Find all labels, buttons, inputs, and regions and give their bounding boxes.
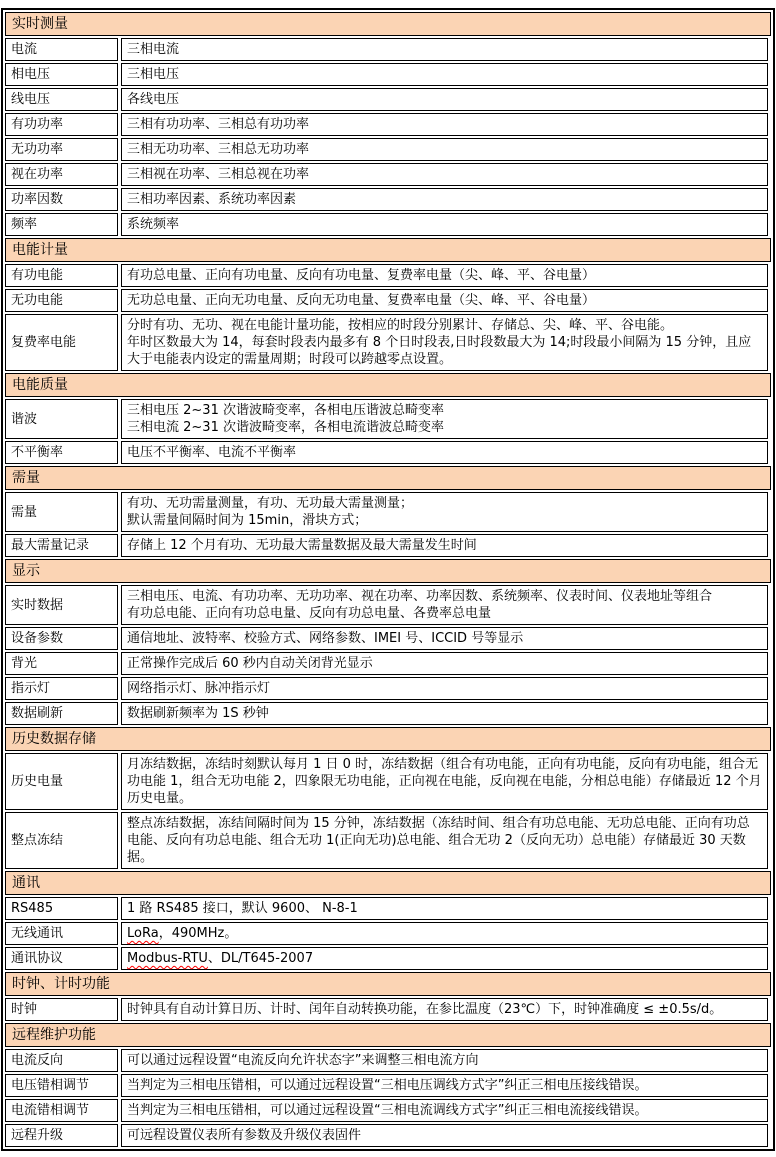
row-label: 无功电能 [5,289,118,312]
row-description [121,947,768,970]
description-line: 三相视在功率、三相总视在功率 [127,167,310,182]
row-label: 通讯协议 [5,947,118,970]
row-description [121,627,768,650]
misspelled-text: Modbus-RTU [127,951,208,966]
row-label: 无线通讯 [5,922,118,945]
table-row [5,188,768,211]
section-header: 显示 [5,559,771,583]
table-row [5,1074,768,1097]
row-description [121,897,768,920]
row-description [121,264,768,287]
row-description [121,213,768,236]
row-description [121,188,768,211]
table-row [5,677,768,700]
spec-table [1,8,775,1151]
table-row [5,1124,768,1147]
row-label: 电流反向 [5,1049,118,1072]
description-line: 当判定为三相电压错相，可以通过远程设置“三相电压调线方式字”纠正三相电压接线错误。 [127,1078,648,1093]
table-row [5,163,768,186]
description-line: 无功总电量、正向无功电量、反向无功电量、复费率电量（尖、峰、平、谷电量） [127,293,596,308]
description-line: 可以通过远程设置“电流反向允许状态字”来调整三相电流方向 [127,1053,479,1068]
row-description [121,314,768,371]
row-description [121,138,768,161]
description-line: 1 路 RS485 接口，默认 9600、 N-8-1 [127,901,358,916]
row-label: 有功电能 [5,264,118,287]
row-description [121,88,768,111]
description-line: 网络指示灯、脉冲指示灯 [127,681,271,696]
table-row [5,213,768,236]
row-label: 无功功率 [5,138,118,161]
table-row [5,702,768,725]
table-row [5,314,768,371]
table-row [5,113,768,136]
description-line: 时钟具有自动计算日历、计时、闰年自动转换功能，在参比温度（23℃）下，时钟准确度 ≤ ±0.5s/d。 [127,1002,723,1017]
description-line: 数据刷新频率为 1S 秒钟 [127,706,269,721]
row-description [121,1099,768,1122]
description-line: 系统频率 [127,217,180,232]
row-description [121,113,768,136]
row-label: 指示灯 [5,677,118,700]
table-row [5,399,768,439]
row-label: 频率 [5,213,118,236]
table-row [5,88,768,111]
description-line: 三相电流 2~31 次谐波畸变率，各相电流谐波总畸变率 [127,420,444,435]
description-line: 有功总电能、正向有功总电量、反向有功总电量、各费率总电量 [127,606,492,621]
section-header: 通讯 [5,871,771,895]
row-description [121,1074,768,1097]
description-line: 三相电压 [127,67,180,82]
description-line: 月冻结数据，冻结时刻默认每月 1 日 0 时，冻结数据（组合有功电能，正向有功电能，反向有功电能，组合无功电能 1，组合无功电能 2，四象限无功电能，正向视在电能，反向视在电能，分相总电能）存储最近 12 个月历史电量。 [127,757,762,806]
description-line: 三相无功功率、三相总无功功率 [127,142,310,157]
section-header: 历史数据存储 [5,727,771,751]
row-description [121,1049,768,1072]
description-line [127,950,762,967]
description-line: 三相电压 2~31 次谐波畸变率，各相电压谐波总畸变率 [127,403,444,418]
row-label: 远程升级 [5,1124,118,1147]
description-line: 三相有功功率、三相总有功功率 [127,117,310,132]
row-description [121,585,768,625]
row-description [121,63,768,86]
row-label: 不平衡率 [5,441,118,464]
description-line [127,925,762,942]
row-label: RS485 [5,897,118,920]
row-description [121,492,768,532]
description-line: 各线电压 [127,92,180,107]
table-row [5,63,768,86]
description-line: 三相电压、电流、有功功率、无功功率、视在功率、功率因数、系统频率、仪表时间、仪表地址等组合 [127,589,713,604]
row-label: 电流错相调节 [5,1099,118,1122]
row-label: 功率因数 [5,188,118,211]
description-line: 整点冻结数据，冻结间隔时间为 15 分钟，冻结数据（冻结时间、组合有功总电能、无功总电能、正向有功总电能、反向有功总电能、组合无功 1(正向无功)总电能、组合无功 2（反向无功）总电能）存储最近 30 天数据。 [127,816,750,865]
description-line: 三相功率因素、系统功率因素 [127,192,297,207]
table-row [5,922,768,945]
row-label: 有功功率 [5,113,118,136]
row-label: 最大需量记录 [5,534,118,557]
table-row [5,652,768,675]
table-row [5,753,768,810]
row-description [121,702,768,725]
row-description [121,441,768,464]
table-row [5,492,768,532]
table-row [5,585,768,625]
row-description [121,922,768,945]
row-label: 设备参数 [5,627,118,650]
description-line: 当判定为三相电压错相，可以通过远程设置“三相电流调线方式字”纠正三相电流接线错误。 [127,1103,648,1118]
row-label: 相电压 [5,63,118,86]
table-row [5,289,768,312]
row-label: 线电压 [5,88,118,111]
description-line: 电压不平衡率、电流不平衡率 [127,445,297,460]
row-label: 整点冻结 [5,812,118,869]
description-line: 可远程设置仪表所有参数及升级仪表固件 [127,1128,362,1143]
row-label: 需量 [5,492,118,532]
row-label: 电流 [5,38,118,61]
row-description [121,399,768,439]
description-line: 存储上 12 个月有功、无功最大需量数据及最大需量发生时间 [127,538,477,553]
row-label: 谐波 [5,399,118,439]
row-description [121,163,768,186]
section-header: 时钟、计时功能 [5,972,771,996]
row-description [121,289,768,312]
row-description [121,1124,768,1147]
section-header: 实时测量 [5,12,771,36]
row-description [121,38,768,61]
misspelled-text: LoRa [127,926,159,941]
table-row [5,1049,768,1072]
description-line: 分时有功、无功、视在电能计量功能，按相应的时段分别累计、存储总、尖、峰、平、谷电能。 [127,318,674,333]
row-description [121,998,768,1021]
row-description [121,812,768,869]
description-text: ，490MHz。 [158,926,238,941]
row-label: 时钟 [5,998,118,1021]
table-row [5,947,768,970]
row-label: 视在功率 [5,163,118,186]
description-line: 正常操作完成后 60 秒内自动关闭背光显示 [127,656,373,671]
table-row [5,38,768,61]
table-row [5,138,768,161]
description-line: 有功总电量、正向有功电量、反向有功电量、复费率电量（尖、峰、平、谷电量） [127,268,596,283]
table-row [5,534,768,557]
description-line: 有功、无功需量测量，有功、无功最大需量测量； [127,496,414,511]
row-description [121,652,768,675]
description-line: 三相电流 [127,42,180,57]
row-label: 历史电量 [5,753,118,810]
row-label: 电压错相调节 [5,1074,118,1097]
section-header: 电能质量 [5,373,771,397]
row-label: 实时数据 [5,585,118,625]
table-row [5,264,768,287]
table-row [5,812,768,869]
row-description [121,677,768,700]
row-description [121,753,768,810]
section-header: 电能计量 [5,238,771,262]
row-description [121,534,768,557]
description-line: 默认需量间隔时间为 15min，滑块方式； [127,513,368,528]
table-row [5,897,768,920]
description-text: 、DL/T645-2007 [207,951,314,966]
section-header: 远程维护功能 [5,1023,771,1047]
table-row [5,441,768,464]
row-label: 复费率电能 [5,314,118,371]
description-line: 通信地址、波特率、校验方式、网络参数、IMEI 号、ICCID 号等显示 [127,631,524,646]
table-row [5,998,768,1021]
description-line: 年时区数最大为 14，每套时段表内最多有 8 个日时段表,日时段数最大为 14;时段最小间隔为 15 分钟，且应大于电能表内设定的需量周期；时段可以跨越零点设置。 [127,335,752,367]
table-row [5,1099,768,1122]
section-header: 需量 [5,466,771,490]
row-label: 数据刷新 [5,702,118,725]
table-row [5,627,768,650]
row-label: 背光 [5,652,118,675]
